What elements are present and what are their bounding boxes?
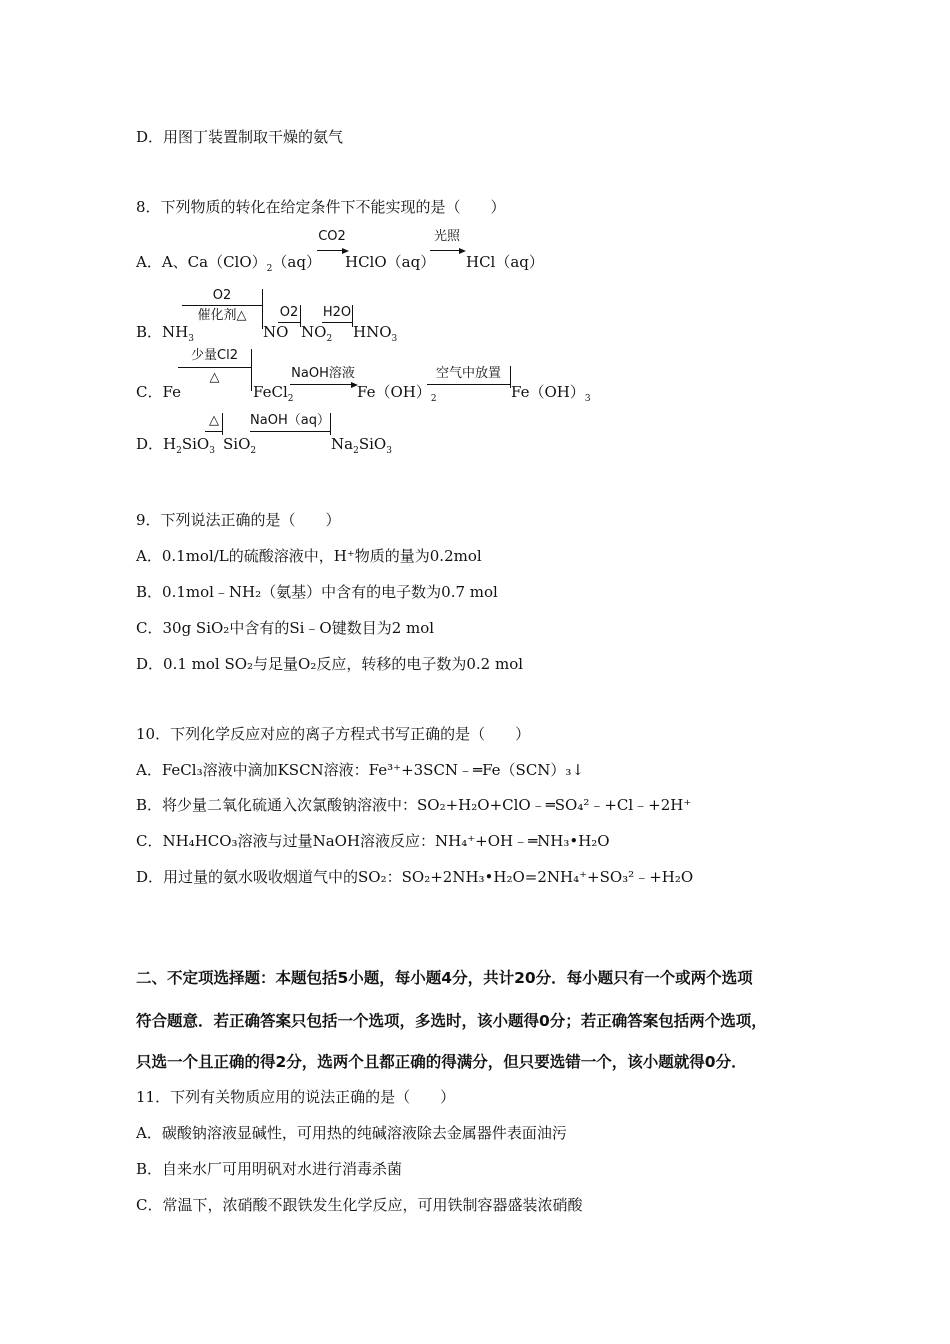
q8d-sio-text: SiO	[358, 435, 387, 453]
q8d-na-sub: 2	[353, 446, 359, 456]
q8a-sub: 2	[266, 264, 273, 274]
q8c-feoh3-sub: 3	[584, 394, 591, 404]
q8a-prefix: A．A、Ca（ClO）	[136, 253, 267, 271]
q8d-arrow1	[205, 414, 223, 438]
q8b-arrow3	[322, 306, 352, 330]
q10-option-d: D．用过量的氨水吸收烟道气中的SO₂：SO₂+2NH₃•H₂O=2NH₄⁺+SO₃²﹣+H₂O	[136, 868, 694, 886]
q8d-mid1: SiO	[181, 435, 210, 453]
q8b-arrow2-label: O2	[279, 305, 299, 320]
q7-option-d: D．用图丁装置制取干燥的氨气	[136, 128, 344, 146]
q8c-arrow3	[427, 367, 510, 391]
q8b-no2-sub: 2	[326, 334, 333, 344]
q8a-arrow1-label: CO2	[318, 229, 346, 244]
q8d-sub1b: 3	[209, 446, 215, 456]
q8c-arrow1-bottom: △	[209, 370, 220, 385]
q8b-prefix: B．NH	[136, 323, 189, 341]
q8a-arrow1	[317, 230, 347, 256]
q8-option-a	[136, 252, 321, 279]
q8b-arrow1	[182, 289, 262, 329]
q8a-arrow2-label: 光照	[433, 229, 460, 244]
q8c-arrow1	[178, 349, 251, 391]
q8a-product1: HClO（aq）	[345, 253, 436, 271]
q11-option-b: B．自来水厂可用明矾对水进行消毒杀菌	[136, 1160, 403, 1178]
q9-option-b: B．0.1mol﹣NH₂（氨基）中含有的电子数为0.7 mol	[136, 583, 498, 601]
q8b-hno3-sub: 3	[391, 334, 398, 344]
q9-option-d: D．0.1 mol SO₂与足量O₂反应，转移的电子数为0.2 mol	[136, 655, 524, 673]
section2-instructions-line1: 二、不定项选择题：本题包括5小题，每小题4分，共计20分．每小题只有一个或两个选项	[136, 969, 753, 987]
q8c-feoh2-text: Fe（OH）	[357, 383, 431, 401]
q9-option-a: A．0.1mol/L的硫酸溶液中，H⁺物质的量为0.2mol	[136, 547, 482, 565]
q8b-arrow1-bottom: 催化剂△	[197, 308, 247, 323]
q8b-no: NO	[263, 323, 289, 341]
q8c-feoh2	[357, 382, 437, 409]
q8c-fecl2-sub: 2	[287, 394, 294, 404]
q10-stem: 10．下列化学反应对应的离子方程式书写正确的是（ ）	[136, 725, 531, 743]
q8b-no2-text: NO	[301, 323, 327, 341]
q8d-sio-sub: 3	[386, 446, 392, 456]
q8d-na-text: Na	[331, 435, 354, 453]
q8d-na2sio3	[331, 434, 392, 461]
q8d-arrow1-label: △	[209, 413, 219, 428]
q10-option-c: C．NH₄HCO₃溶液与过量NaOH溶液反应：NH₄⁺+OH﹣═NH₃•H₂O	[136, 832, 610, 850]
q8-stem: 8．下列物质的转化在给定条件下不能实现的是（ ）	[136, 198, 506, 216]
q8d-sub1: 2	[176, 446, 182, 456]
q8-option-c: C．Fe	[136, 383, 181, 401]
q8c-feoh3	[511, 382, 591, 409]
q11-option-c: C．常温下，浓硝酸不跟铁发生化学反应，可用铁制容器盛装浓硝酸	[136, 1196, 583, 1214]
q8b-hno3-text: HNO	[353, 323, 392, 341]
q9-option-c: C．30g SiO₂中含有的Si﹣O键数目为2 mol	[136, 619, 435, 637]
q8c-arrow2	[290, 367, 356, 391]
q8d-prefix: D．H	[136, 435, 177, 453]
q8d-arrow2-label: NaOH（aq）	[250, 413, 330, 428]
q8c-arrow1-top: 少量Cl2	[191, 348, 238, 363]
q8-option-d	[136, 434, 215, 461]
q8d-sio2	[223, 434, 256, 461]
q8a-arrow2	[430, 230, 464, 256]
section2-instructions-line3: 只选一个且正确的得2分，选两个且都正确的得满分，但只要选错一个，该小题就得0分．	[136, 1053, 747, 1071]
q9-stem: 9．下列说法正确的是（ ）	[136, 511, 341, 529]
q8b-arrow2	[278, 306, 300, 330]
q8d-sio2-sub: 2	[250, 446, 257, 456]
q8a-mid: （aq）	[272, 253, 321, 271]
q8b-arrow3-label: H2O	[322, 305, 352, 320]
q10-option-b: B．将少量二氧化硫通入次氯酸钠溶液中：SO₂+H₂O+ClO﹣═SO₄²﹣+Cl﹣+2H⁺	[136, 796, 692, 814]
q8d-sio2-text: SiO	[223, 435, 251, 453]
section2-instructions-line2: 符合题意．若正确答案只包括一个选项，多选时，该小题得0分；若正确答案包括两个选项，	[136, 1012, 767, 1030]
q8c-arrow3-label: 空气中放置	[435, 366, 501, 381]
q11-stem: 11．下列有关物质应用的说法正确的是（ ）	[136, 1088, 456, 1106]
q8b-sub1: 3	[188, 334, 194, 344]
q8c-feoh2-sub: 2	[430, 394, 437, 404]
q10-option-a: A．FeCl₃溶液中滴加KSCN溶液：Fe³⁺+3SCN﹣═Fe（SCN）₃↓	[136, 761, 585, 779]
q8c-fecl2-text: FeCl	[253, 383, 288, 401]
q8b-arrow1-top: O2	[212, 288, 232, 303]
q8d-arrow2	[250, 414, 330, 438]
q8c-feoh3-text: Fe（OH）	[511, 383, 585, 401]
q8a-product2: HCl（aq）	[466, 253, 544, 271]
q8c-arrow2-label: NaOH溶液	[291, 366, 355, 381]
q8c-fecl2	[253, 382, 293, 409]
q8b-hno3	[353, 322, 397, 349]
q11-option-a: A．碳酸钠溶液显碱性，可用热的纯碱溶液除去金属器件表面油污	[136, 1124, 567, 1142]
